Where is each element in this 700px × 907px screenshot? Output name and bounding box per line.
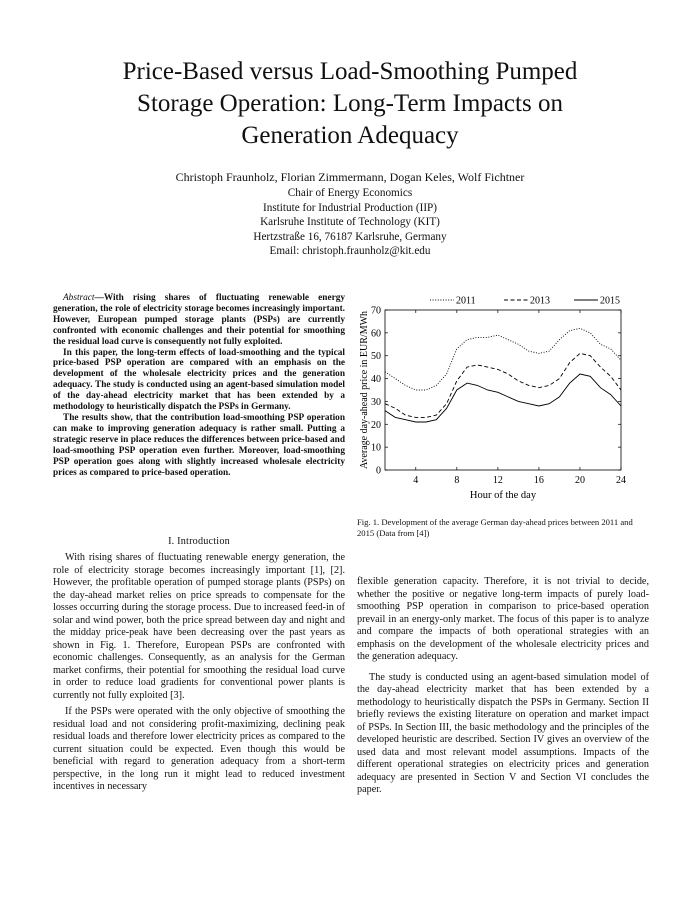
legend-label-2015: 2015 <box>600 295 620 307</box>
x-tick-label: 16 <box>533 475 544 486</box>
abstract-paragraph-3: The results show, that the contribution load-smoothing PSP operation can make to improving generation adequacy is rather small. Putting a strategic reserve in place reduces the differences between price-based and load-smoothing PSP operation even further. Moreover, load-smoothing PSP operation goes along with slightly increased wholesale electricity prices as compared to price-based operation. <box>53 412 345 478</box>
y-axis-label: Average day-ahead price in EUR/MWh <box>359 310 370 470</box>
title-line-3: Generation Adequacy <box>241 122 459 149</box>
affiliation-email: Email: christoph.fraunholz@kit.edu <box>269 245 431 258</box>
y-tick-label: 70 <box>371 305 381 317</box>
series-line-2013 <box>385 353 621 417</box>
y-tick-label: 20 <box>371 419 381 431</box>
affiliation-chair: Chair of Energy Economics <box>287 187 413 199</box>
y-tick-label: 10 <box>371 442 381 454</box>
series-line-2011 <box>385 328 621 390</box>
figure-caption: Fig. 1. Development of the average German day-ahead prices between 2011 and 2015 (Data from [4]) <box>357 517 633 538</box>
abstract-paragraph-2: In this paper, the long-term effects of load-smoothing and the typical price-based PSP operation are compared with an emphasis on the development of the wholesale electricity prices and the generation adequacy. The study is conducted using an agent-based simulation model of the day-ahead electricity market that has been extended by a methodology to heuristically dispatch the PSPs in Germany. <box>53 347 345 413</box>
y-tick-label: 30 <box>371 396 381 408</box>
intro-paragraph-2: If the PSPs were operated with the only objective of smoothing the residual load and not considering profit-maximizing, declining peak residual loads and therefore lower electricity prices as compared to the current situation could be expected. Even though this would be beneficial with regard to generation adequacy from a short-term perspective, in the long run it might lead to reduced investment incentives in necessary <box>53 706 345 792</box>
x-tick-label: 12 <box>492 475 503 486</box>
affiliation-institute: Institute for Industrial Production (IIP) <box>263 201 437 214</box>
right-paragraph-2: The study is conducted using an agent-based simulation model of the day-ahead electricity market that has been extended by a methodology to heuristically dispatch the PSPs in Germany. Section II briefly reviews the existing literature on operation and market impact of PSPs. In Section III, the basic methodology and the principles of the developed heuristic are described. Section IV gives an overview of the used data and most relevant model assumptions. Impacts of the different operational strategies on electricity prices and generation adequacy are presented in Section V and Section VI concludes the paper. <box>357 671 649 795</box>
abstract <box>53 293 345 478</box>
title-line-2: Storage Operation: Long-Term Impacts on <box>137 90 563 117</box>
author-block <box>60 170 640 259</box>
affiliation-university: Karlsruhe Institute of Technology (KIT) <box>260 216 440 229</box>
x-tick-label: 24 <box>616 475 626 486</box>
y-tick-label: 60 <box>371 328 381 340</box>
author-names: Christoph Fraunholz, Florian Zimmermann, Dogan Keles, Wolf Fichtner <box>175 170 525 184</box>
x-tick-label: 8 <box>454 475 460 486</box>
y-tick-label: 50 <box>371 351 381 363</box>
x-tick-label: 20 <box>574 475 585 486</box>
introduction-right-column <box>357 576 649 801</box>
legend-label-2011: 2011 <box>456 295 476 307</box>
abstract-paragraph-1 <box>53 293 345 348</box>
abstract-text-1: —With rising shares of fluctuating renewable energy generation, the role of electricity storage becomes increasingly important. However, European pumped storage plants (PSPs) are currently confronted with economic challenges and their potential for smoothing the residual load curve is consequently not fully exploited. <box>53 293 345 347</box>
paper-title <box>40 56 660 152</box>
abstract-lead: Abstract <box>63 293 95 303</box>
intro-paragraph-1: With rising shares of fluctuating renewable energy generation, the role of electricity storage becomes increasingly important [1], [2]. However, the profitable operation of pumped storage plants (PSPs) on the day-ahead market relies on price spreads to compensate for the losses occurring during the storage process. Due to increased feed-in of solar and wind power, both the price spread between day and night and the midday price-peak have been decreasing over the past years as shown in Fig. 1. Therefore, European PSPs are confronted with economic challenges. Consequently, as an analysis for the German market confirms, their potential for smoothing the residual load curve in order to reduce load gradients for conventional power plants is currently not fully exploited [3]. <box>53 552 345 701</box>
legend-label-2013: 2013 <box>530 295 550 307</box>
plot-frame <box>385 310 621 470</box>
title-line-1: Price-Based versus Load-Smoothing Pumped <box>122 58 578 85</box>
price-chart <box>352 290 652 505</box>
affiliation-address: Hertzstraße 16, 76187 Karlsruhe, Germany <box>253 230 447 243</box>
introduction-left-column <box>53 552 345 798</box>
section-heading-introduction: I. Introduction <box>168 536 230 547</box>
y-tick-label: 40 <box>371 374 381 386</box>
series-line-2015 <box>385 374 621 422</box>
x-tick-label: 4 <box>413 475 419 486</box>
x-axis-label: Hour of the day <box>469 490 537 501</box>
right-paragraph-1: flexible generation capacity. Therefore, it is not trivial to decide, whether the positive or negative long-term impacts of purely load-smoothing PSP operation in comparison to price-based operation prevail in an energy-only market. The focus of this paper is to analyze and compare the impacts of both operational strategies with an emphasis on the development of the wholesale electricity prices and the generation adequacy. <box>357 576 649 662</box>
y-tick-label: 0 <box>376 465 381 477</box>
